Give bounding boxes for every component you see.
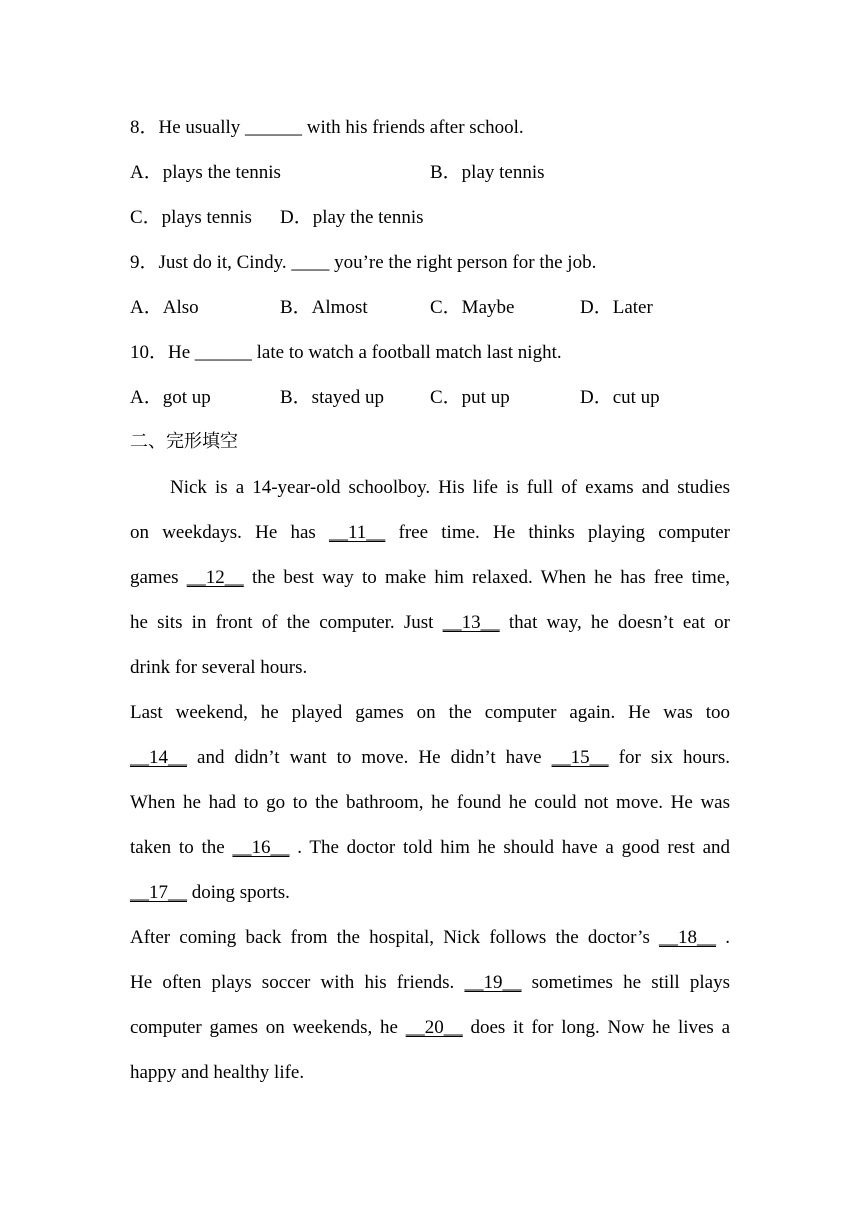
- passage-line: happy and healthy life.: [130, 1062, 305, 1083]
- question-10-option-c: C．put up: [430, 387, 510, 408]
- passage-text: on weekdays. He has: [130, 522, 316, 543]
- blank-15: __15__: [551, 747, 609, 768]
- question-9-option-d: D．Later: [580, 297, 653, 318]
- question-8-option-a: A．plays the tennis: [130, 162, 281, 183]
- passage-text: he sits in front of the computer. Just: [130, 612, 434, 633]
- passage-text: doing sports.: [191, 882, 290, 903]
- passage-text: and didn’t want to move. He didn’t have: [197, 747, 542, 768]
- blank-11: __11__: [329, 522, 386, 543]
- question-9-option-b: B．Almost: [280, 297, 368, 318]
- question-8-stem: 8．He usually ______ with his friends after school.: [130, 117, 524, 138]
- question-10-option-b: B．stayed up: [280, 387, 384, 408]
- passage-line: [130, 926, 730, 950]
- question-9-option-a: A．Also: [130, 297, 199, 318]
- passage-line: [130, 611, 730, 635]
- question-8-option-b: B．play tennis: [430, 162, 545, 183]
- passage-line: [130, 836, 730, 860]
- blank-20: __20__: [405, 1017, 463, 1038]
- passage-line: [130, 566, 730, 590]
- passage-line: [130, 746, 730, 770]
- passage-text: for six hours.: [618, 747, 731, 768]
- question-8-option-d: D．play the tennis: [280, 207, 424, 228]
- blank-12: __12__: [186, 567, 244, 588]
- passage-text: games: [130, 567, 179, 588]
- blank-18: __18__: [659, 927, 717, 948]
- question-8-option-c: C．plays tennis: [130, 207, 252, 228]
- passage-line: [130, 881, 290, 905]
- passage-line: Nick is a 14-year-old schoolboy. His life is full of exams and studies: [170, 477, 730, 498]
- passage-text: computer games on weekends, he: [130, 1017, 398, 1038]
- question-9-option-c: C．Maybe: [430, 297, 515, 318]
- passage-text: free time. He thinks playing computer: [398, 522, 730, 543]
- passage-line: When he had to go to the bathroom, he found he could not move. He was: [130, 792, 730, 813]
- passage-text: the best way to make him relaxed. When he has free time,: [251, 567, 731, 588]
- section-heading: 二、完形填空: [130, 431, 238, 452]
- passage-line: Last weekend, he played games on the computer again. He was too: [130, 702, 730, 723]
- blank-17: __17__: [130, 882, 187, 903]
- passage-text: He often plays soccer with his friends.: [130, 972, 455, 993]
- passage-text: . The doctor told him he should have a good rest and: [297, 837, 730, 858]
- blank-14: __14__: [130, 747, 187, 768]
- passage-line: [130, 971, 730, 995]
- question-10-stem: 10．He ______ late to watch a football match last night.: [130, 342, 562, 363]
- question-9-stem: 9．Just do it, Cindy. ____ you’re the right person for the job.: [130, 252, 597, 273]
- passage-text: After coming back from the hospital, Nick follows the doctor’s: [130, 927, 650, 948]
- blank-13: __13__: [442, 612, 500, 633]
- passage-line: drink for several hours.: [130, 657, 308, 678]
- passage-line: [130, 1016, 730, 1040]
- passage-text: does it for long. Now he lives a: [470, 1017, 731, 1038]
- passage-text: sometimes he still plays: [531, 972, 730, 993]
- blank-16: __16__: [232, 837, 290, 858]
- passage-line: [130, 521, 730, 545]
- passage-text: taken to the: [130, 837, 225, 858]
- question-10-option-a: A．got up: [130, 387, 211, 408]
- blank-19: __19__: [464, 972, 522, 993]
- passage-text: that way, he doesn’t eat or: [508, 612, 731, 633]
- question-10-option-d: D．cut up: [580, 387, 660, 408]
- passage-text: .: [725, 927, 730, 948]
